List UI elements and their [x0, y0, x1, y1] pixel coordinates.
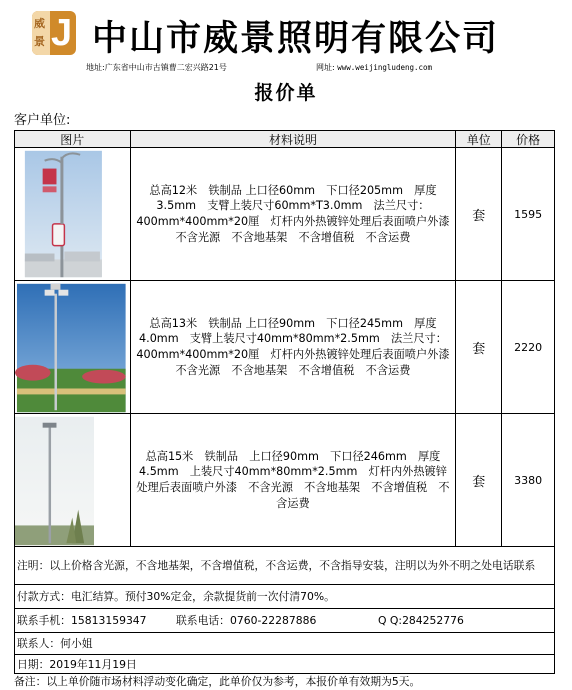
product-image-1: [15, 148, 131, 280]
date-row: [15, 655, 554, 673]
company-website: [316, 62, 432, 73]
product-description-1: 总高12米 铁制品 上口径60mm 下口径205mm 厚度3.5mm 支臂上装尺寸60mm*T3.0mm 法兰尺寸：400mm*400mm*20厘 灯杆内外热镀锌处理后表面喷户外漆 不含光源 不含地基架 不含增值税 不含运费: [131, 148, 457, 280]
logo-char-bottom: 景: [34, 35, 45, 48]
note-text: 注明：以上价格含光源，不含地基架，不含增值税，不含运费，不含指导安装，注明以为外不明之处电话联系: [17, 559, 536, 572]
product-description-3: 总高15米 铁制品 上口径90mm 下口径246mm 厚度4.5mm 上装尺寸40mm*80mm*2.5mm 灯杆内外热镀锌处理后表面喷户外漆 不含光源 不含地基架 不含增值税 不含运费: [131, 414, 457, 546]
contact-row: [15, 609, 554, 633]
quotation-table: [14, 130, 555, 674]
street-light-photo-1: [15, 148, 130, 280]
quote-date: 日期：2019年11月19日: [17, 657, 137, 671]
product-price-1: 1595: [514, 207, 543, 221]
product-unit-1: 套: [456, 148, 502, 280]
contact-person: 联系人：何小姐: [17, 637, 93, 650]
header-description: 材料说明: [131, 131, 457, 147]
payment-text: 付款方式：电汇结算。预付30%定金，余款提货前一次付清70%。: [17, 590, 335, 603]
remark-text: 备注：以上单价随市场材料浮动变化确定，此单价仅为参考，本报价单有效期为5天。: [14, 675, 421, 688]
high-mast-light-photo-3: [15, 414, 130, 546]
product-image-3: [15, 414, 131, 546]
company-logo: [32, 11, 76, 55]
note-row: [15, 547, 554, 585]
product-description-2: 总高13米 铁制品 上口径90mm 下口径245mm 厚度4.0mm 支臂上装尺寸40mm*80mm*2.5mm 法兰尺寸：400mm*400mm*20厘 灯杆内外热镀锌处理后表面喷户外漆 不含光源 不含地基架 不含增值税 不含运费: [131, 281, 457, 413]
high-mast-light-photo-2: [15, 281, 130, 413]
qq-number: Q Q:284252776: [378, 614, 464, 627]
contact-person-row: [15, 633, 554, 655]
website-label: 网址:: [316, 63, 335, 72]
customer-label: 客户单位:: [14, 113, 71, 128]
logo-char-top: 威: [34, 17, 45, 30]
header-picture: 图片: [15, 131, 131, 147]
company-address: 地址:广东省中山市古镇曹二宏兴路21号: [86, 63, 227, 72]
mobile-number: 联系手机：15813159347: [17, 614, 147, 627]
company-name: 中山市威景照明有限公司: [92, 19, 500, 59]
header-price: 价格: [516, 132, 541, 147]
product-unit-2: 套: [456, 281, 502, 413]
product-price-3: 3380: [514, 473, 543, 487]
product-unit-3: 套: [456, 414, 502, 546]
product-image-2: [15, 281, 131, 413]
logo-letter: J: [51, 12, 73, 54]
table-header-row: [15, 131, 554, 148]
table-row: [15, 148, 554, 281]
document-title: 报价单: [254, 82, 318, 104]
header-unit: 单位: [456, 131, 502, 147]
payment-row: [15, 585, 554, 609]
table-row: [15, 281, 554, 414]
website-url: www.weijingludeng.com: [337, 63, 433, 72]
phone-number: 联系电话：0760-22287886: [176, 614, 317, 627]
contact-info: [15, 613, 554, 628]
table-row: [15, 414, 554, 547]
product-price-2: 2220: [514, 340, 543, 354]
